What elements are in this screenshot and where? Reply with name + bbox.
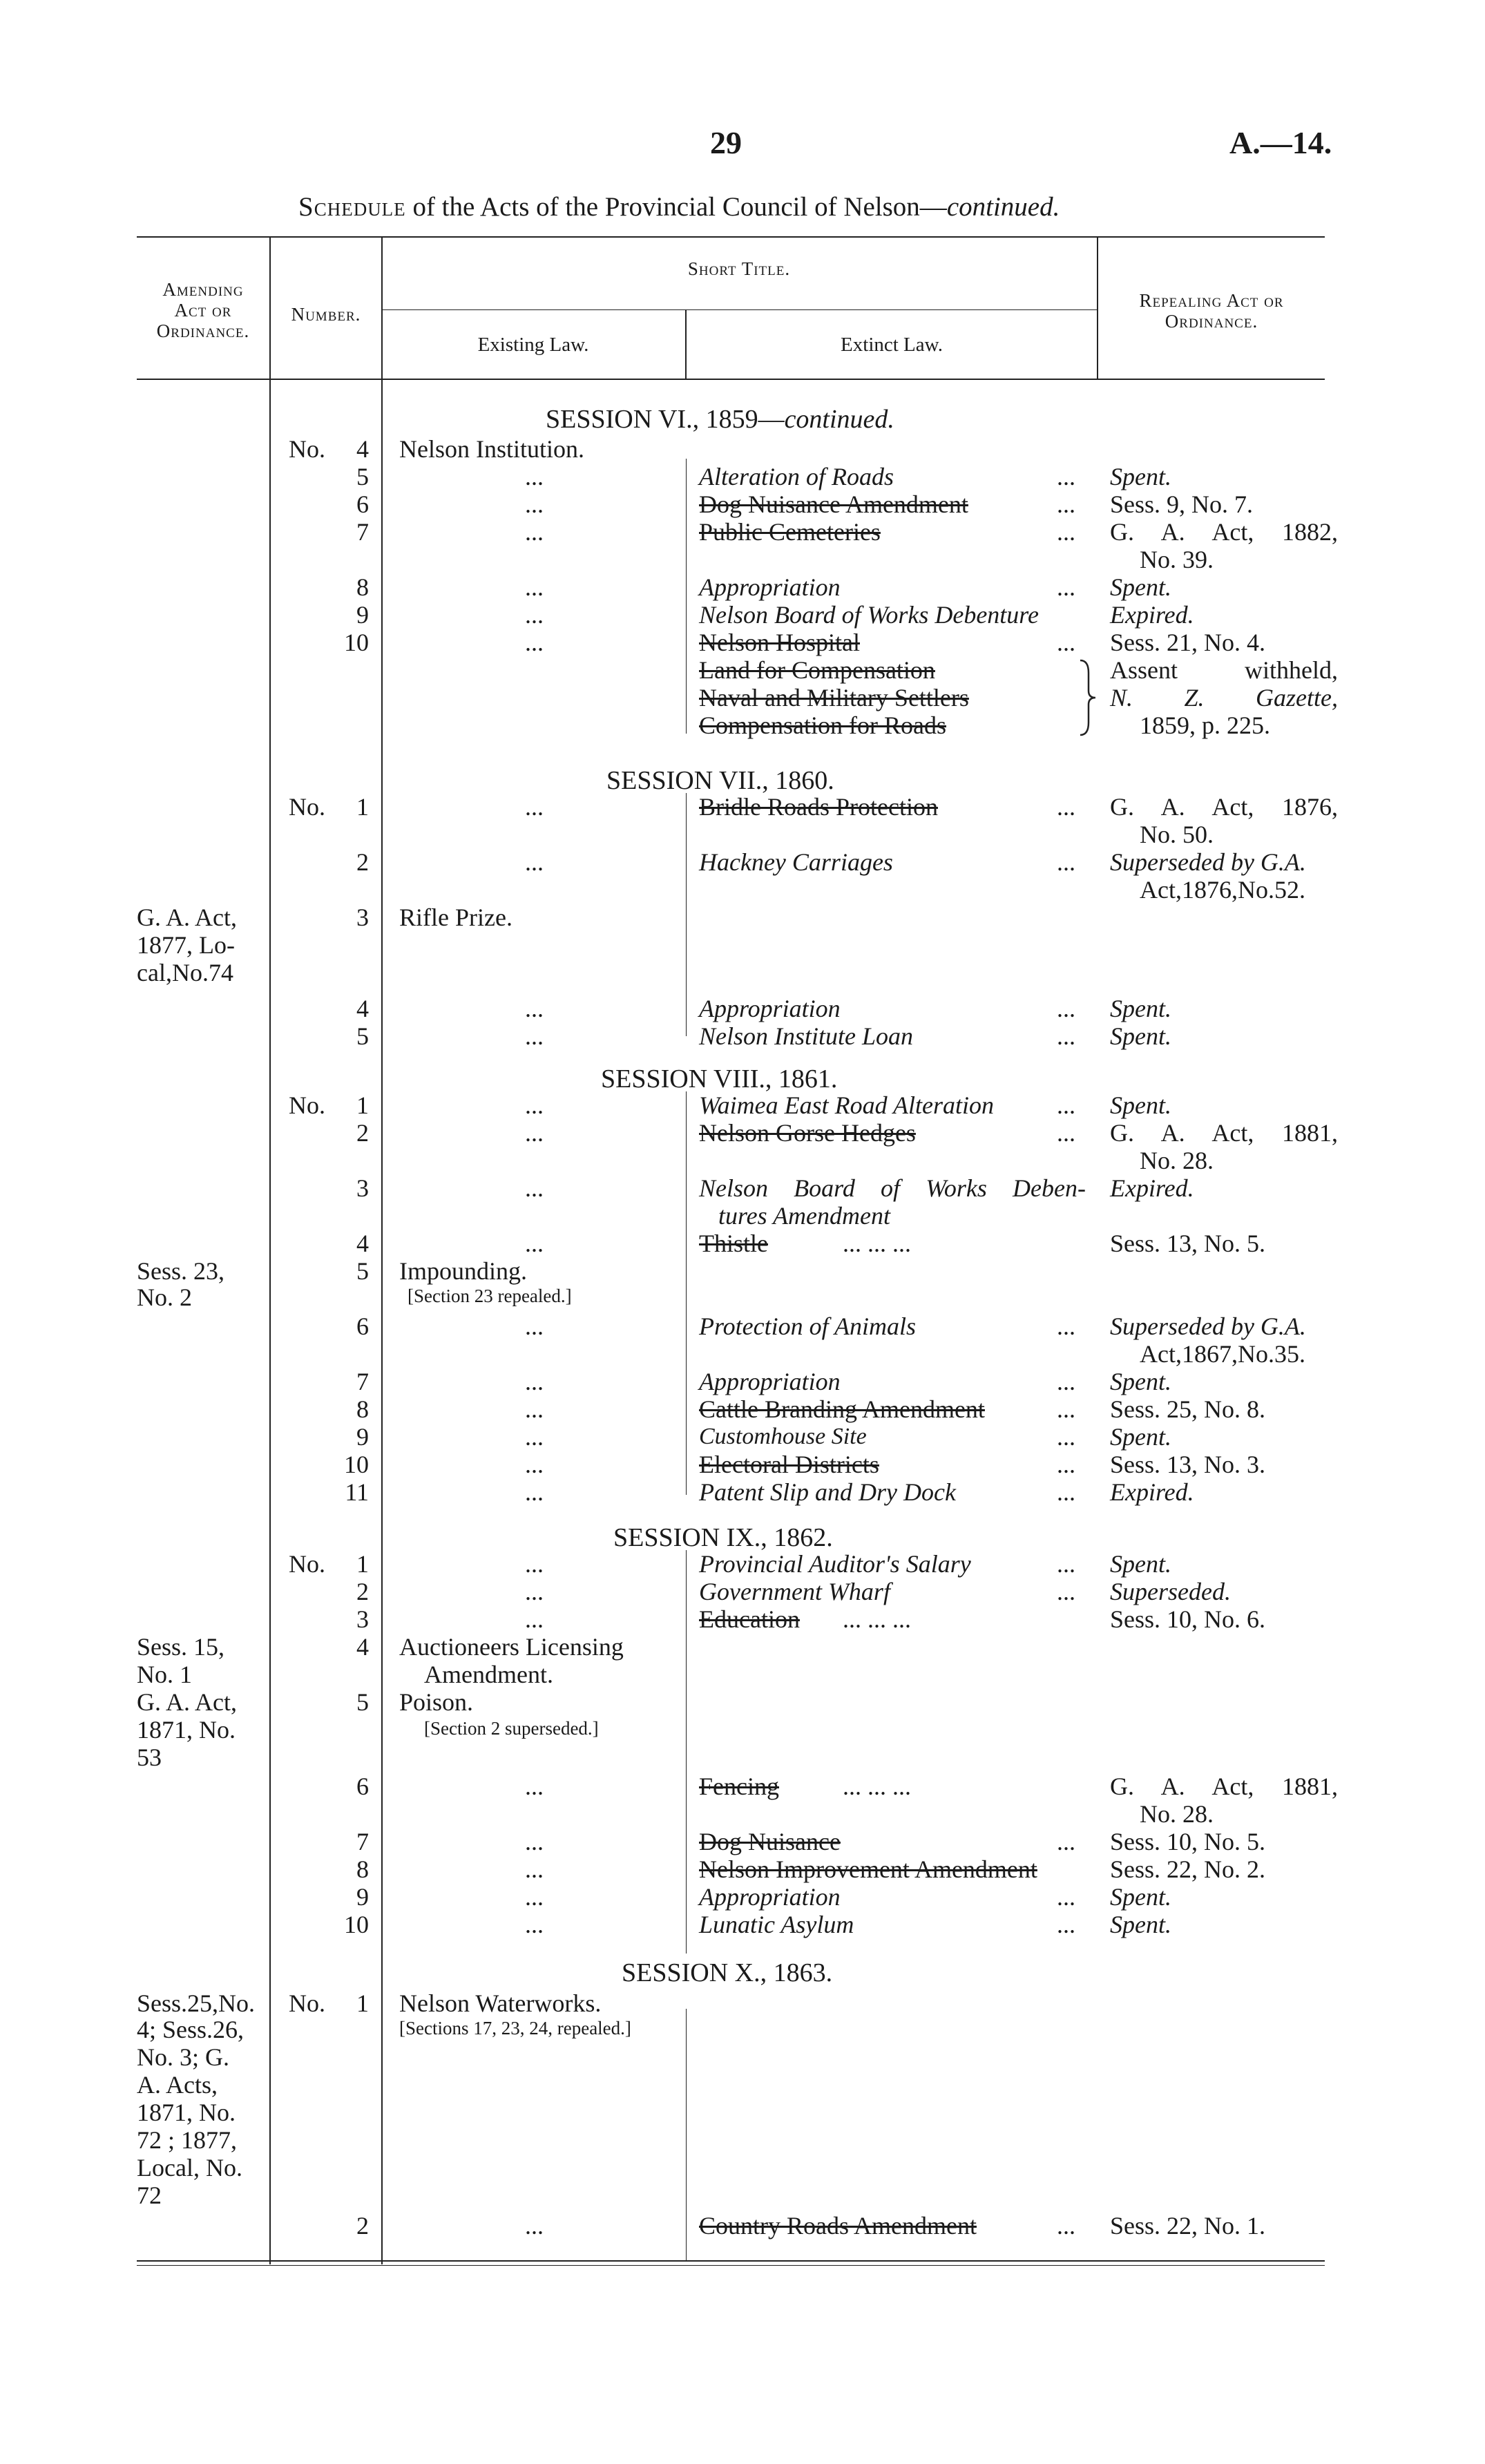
table-row — [0, 1257, 1485, 1285]
table-row-continuation — [0, 1202, 1485, 1230]
table-row — [0, 629, 1485, 656]
act-number: 6 — [356, 1773, 369, 1800]
amending-act: Sess. 23, — [137, 1257, 225, 1285]
act-number: 6 — [356, 1312, 369, 1340]
table-row — [0, 1773, 1485, 1800]
leader-dots: ... — [1057, 1883, 1075, 1911]
header-number: Number. — [291, 304, 361, 325]
extinct-law: Customhouse Site — [699, 1424, 867, 1449]
table-row — [0, 1688, 1485, 1716]
extinct-law: Bridle Roads Protection — [699, 793, 938, 821]
table-row-continuation — [0, 1147, 1485, 1174]
act-number: 5 — [356, 1257, 369, 1285]
repealing-act-continued: No. 39. — [1140, 546, 1214, 573]
repealing-act: Sess. 10, No. 6. — [1110, 1605, 1266, 1633]
leader-dots: ... — [1057, 463, 1075, 490]
table-row — [0, 1174, 1485, 1202]
leader-dots: ... — [1057, 1550, 1075, 1578]
extinct-law: Electoral Districts — [699, 1451, 879, 1478]
act-number: 9 — [356, 1423, 369, 1451]
existing-law: Rifle Prize. — [399, 904, 512, 931]
repealing-act-continued: N. Z. Gazette, — [1110, 684, 1338, 711]
extinct-law: Government Wharf — [699, 1578, 890, 1605]
repealing-act: Expired. — [1110, 601, 1194, 629]
existing-law-continued: Amendment. — [424, 1661, 553, 1688]
leader-dots: ... — [525, 1478, 544, 1506]
act-number: 8 — [356, 573, 369, 601]
act-number: 9 — [356, 601, 369, 629]
table-row — [0, 1091, 1485, 1119]
session-heading: SESSION VIII., 1861. — [601, 1064, 838, 1093]
repealing-act: G. A. Act, 1876, — [1110, 793, 1338, 821]
act-number: 3 — [356, 904, 369, 931]
act-number: 4 — [356, 1633, 369, 1661]
title-prefix: Schedule — [298, 192, 406, 222]
leader-dots: ... — [525, 490, 544, 518]
act-number: 8 — [356, 1855, 369, 1883]
act-number: 4 — [356, 995, 369, 1022]
leader-dots: ... ... ... — [843, 1230, 911, 1257]
extinct-law: Dog Nuisance Amendment — [699, 490, 968, 518]
extinct-law: Land for Compensation — [699, 656, 935, 684]
leader-dots: ... — [525, 1605, 544, 1633]
amending-act-continued: 1871, No. — [137, 1716, 236, 1744]
table-row-continuation — [0, 1340, 1485, 1368]
leader-dots: ... — [1057, 490, 1075, 518]
leader-dots: ... — [525, 1312, 544, 1340]
repealing-act: Expired. — [1110, 1174, 1194, 1202]
act-number: 10 — [344, 1911, 369, 1938]
leader-dots: ... — [1057, 1451, 1075, 1478]
repealing-act: Sess. 13, No. 3. — [1110, 1451, 1266, 1478]
repealing-act: Assent withheld, — [1110, 656, 1338, 684]
table-row-continuation — [0, 2016, 1485, 2043]
extinct-law: Naval and Military Settlers — [699, 684, 969, 711]
repealing-act: Sess. 25, No. 8. — [1110, 1395, 1266, 1423]
leader-dots: ... — [525, 1828, 544, 1855]
table-row-continuation — [0, 2043, 1485, 2071]
act-number: 3 — [356, 1605, 369, 1633]
act-number: 1 — [356, 1989, 369, 2017]
repealing-act: G. A. Act, 1881, — [1110, 1773, 1338, 1800]
section-note: [Section 23 repealed.] — [408, 1286, 572, 1306]
header-repealing-line: Ordinance. — [1165, 311, 1258, 332]
amending-act-continued: 4; Sess.26, — [137, 2016, 245, 2043]
repealing-act: Superseded by G.A. — [1110, 848, 1306, 876]
leader-dots: ... — [525, 1855, 544, 1883]
table-row — [0, 435, 1485, 463]
extinct-law: Patent Slip and Dry Dock — [699, 1478, 956, 1506]
extinct-law: Cattle Branding Amendment — [699, 1395, 985, 1423]
amending-act-continued: No. 1 — [137, 1661, 192, 1688]
table-row-continuation — [0, 1800, 1485, 1828]
act-number: 5 — [356, 1688, 369, 1716]
extinct-law: Nelson Board of Works Debenture — [699, 601, 1039, 629]
extinct-law: Lunatic Asylum — [699, 1911, 854, 1938]
leader-dots: ... — [1057, 1828, 1075, 1855]
leader-dots: ... — [525, 848, 544, 876]
leader-dots: ... — [525, 1395, 544, 1423]
repealing-act: Spent. — [1110, 1911, 1171, 1938]
extinct-law: Country Roads Amendment — [699, 2212, 977, 2239]
title-main: of the Acts of the Provincial Council of Nelson— — [405, 192, 947, 222]
table-row-continuation — [0, 2071, 1485, 2099]
table-row-continuation — [0, 1283, 1485, 1311]
extinct-law: Waimea East Road Alteration — [699, 1091, 994, 1119]
leader-dots: ... — [525, 573, 544, 601]
leader-dots: ... — [525, 793, 544, 821]
amending-act-continued: Local, No. — [137, 2154, 242, 2181]
table-row — [0, 2212, 1485, 2239]
leader-dots: ... — [525, 1451, 544, 1478]
leader-dots: ... — [525, 518, 544, 546]
leader-dots: ... — [525, 629, 544, 656]
table-row — [0, 463, 1485, 490]
table-row-continuation — [0, 876, 1485, 904]
table-row — [0, 1605, 1485, 1633]
extinct-law: Nelson Hospital — [699, 629, 860, 656]
amending-act-continued: 72 ; 1877, — [137, 2126, 238, 2154]
session-heading: SESSION X., 1863. — [622, 1958, 833, 1987]
table-row — [0, 1633, 1485, 1661]
repealing-act: Spent. — [1110, 1091, 1171, 1119]
leader-dots: ... — [1057, 995, 1075, 1022]
leader-dots: ... ... ... — [843, 1773, 911, 1800]
table-bottom-rule — [137, 2260, 1325, 2262]
act-number: 4 — [356, 435, 369, 463]
repealing-act: Expired. — [1110, 1478, 1194, 1506]
extinct-law: Appropriation — [699, 1883, 841, 1911]
leader-dots: ... — [1057, 1091, 1075, 1119]
amending-act-continued: A. Acts, — [137, 2071, 218, 2099]
act-number: 3 — [356, 1174, 369, 1202]
repealing-act: G. A. Act, 1882, — [1110, 518, 1338, 546]
title-suffix: continued. — [946, 192, 1060, 222]
no-label: No. — [289, 1550, 325, 1578]
table-row — [0, 1478, 1485, 1506]
extinct-law: Thistle — [699, 1230, 768, 1257]
leader-dots: ... — [525, 1773, 544, 1800]
act-number: 10 — [344, 629, 369, 656]
repealing-act-continued: No. 50. — [1140, 821, 1214, 848]
leader-dots: ... — [1057, 1478, 1075, 1506]
table-row — [0, 1578, 1485, 1605]
leader-dots: ... — [1057, 629, 1075, 656]
no-label: No. — [289, 435, 325, 463]
leader-dots: ... — [1057, 1119, 1075, 1147]
act-number: 5 — [356, 1022, 369, 1050]
repealing-act: Sess. 10, No. 5. — [1110, 1828, 1266, 1855]
table-row-continuation — [0, 1716, 1485, 1744]
document-reference: A.—14. — [1229, 125, 1332, 160]
table-row-continuation — [0, 821, 1485, 848]
leader-dots: ... — [525, 463, 544, 490]
table-row — [0, 1989, 1485, 2017]
extinct-law: Nelson Board of Works Deben- — [699, 1174, 1086, 1202]
table-row-continuation — [0, 2126, 1485, 2154]
repealing-act: Spent. — [1110, 1368, 1171, 1395]
amending-act: G. A. Act, — [137, 904, 238, 931]
amending-act: G. A. Act, — [137, 1688, 238, 1716]
leader-dots: ... — [1057, 1022, 1075, 1050]
repealing-act: Spent. — [1110, 1883, 1171, 1911]
table-row — [0, 1022, 1485, 1050]
act-number: 2 — [356, 1578, 369, 1605]
header-existing-law: Existing Law. — [477, 334, 589, 356]
repealing-act-continued: Act,1876,No.52. — [1140, 876, 1305, 904]
repealing-act-continued: No. 28. — [1140, 1147, 1214, 1174]
act-number: 2 — [356, 848, 369, 876]
leader-dots: ... — [525, 995, 544, 1022]
leader-dots: ... — [525, 1578, 544, 1605]
repealing-act: Spent. — [1110, 463, 1171, 490]
amending-act-continued: 72 — [137, 2181, 162, 2209]
amending-act-continued: 53 — [137, 1744, 162, 1771]
extinct-law: Compensation for Roads — [699, 711, 946, 739]
leader-dots: ... — [1057, 1423, 1075, 1451]
header-repealing-line: Repealing Act or — [1139, 290, 1284, 311]
header-short-title: Short Title. — [687, 258, 791, 279]
table-row — [0, 1230, 1485, 1257]
leader-dots: ... — [525, 1883, 544, 1911]
leader-dots: ... — [1057, 848, 1075, 876]
act-number: 2 — [356, 2212, 369, 2239]
existing-law: Nelson Waterworks. — [399, 1989, 602, 2017]
leader-dots: ... — [525, 1119, 544, 1147]
session-continued: continued. — [784, 405, 894, 434]
extinct-law: Appropriation — [699, 573, 841, 601]
header-extinct-law: Extinct Law. — [841, 334, 943, 356]
extinct-law: Provincial Auditor's Salary — [699, 1550, 971, 1578]
leader-dots: ... — [1057, 1312, 1075, 1340]
table-row — [0, 1828, 1485, 1855]
leader-dots: ... — [525, 1230, 544, 1257]
extinct-law: Alteration of Roads — [699, 463, 894, 490]
repealing-act: Sess. 13, No. 5. — [1110, 1230, 1266, 1257]
table-bottom-rule-2 — [137, 2265, 1325, 2266]
table-row — [0, 1423, 1485, 1451]
extinct-law: Nelson Improvement Amendment — [699, 1855, 1037, 1883]
leader-dots: ... — [525, 1368, 544, 1395]
table-row — [0, 904, 1485, 931]
existing-law: Auctioneers Licensing — [399, 1633, 624, 1661]
repealing-act: Spent. — [1110, 995, 1171, 1022]
table-row — [0, 1312, 1485, 1340]
right-brace-icon — [1077, 658, 1098, 738]
extinct-law: Nelson Institute Loan — [699, 1022, 914, 1050]
amending-act-continued: 1877, Lo- — [137, 931, 235, 959]
repealing-act: Sess. 9, No. 7. — [1110, 490, 1254, 518]
leader-dots: ... — [1057, 518, 1075, 546]
leader-dots: ... — [525, 1550, 544, 1578]
repealing-act: Sess. 22, No. 1. — [1110, 2212, 1266, 2239]
section-note: [Sections 17, 23, 24, repealed.] — [399, 2018, 631, 2038]
repealing-act: Spent. — [1110, 1022, 1171, 1050]
act-number: 1 — [356, 1091, 369, 1119]
table-row-continuation — [0, 2181, 1485, 2209]
table-row — [0, 1451, 1485, 1478]
header-amending-line: Ordinance. — [156, 321, 250, 341]
amending-act-continued: No. 2 — [137, 1283, 192, 1311]
extinct-law-continued: tures Amendment — [718, 1202, 890, 1230]
leader-dots: ... — [525, 1174, 544, 1202]
repealing-act: G. A. Act, 1881, — [1110, 1119, 1338, 1147]
extinct-law: Nelson Gorse Hedges — [699, 1119, 916, 1147]
extinct-law: Appropriation — [699, 1368, 841, 1395]
leader-dots: ... — [1057, 1368, 1075, 1395]
header-amending-line: Amending — [162, 279, 244, 300]
no-label: No. — [289, 793, 325, 821]
table-row — [0, 711, 1485, 739]
session-heading: SESSION VII., 1860. — [606, 766, 834, 795]
header-bottom-rule — [137, 379, 1325, 380]
table-row — [0, 1911, 1485, 1938]
session-heading — [546, 404, 894, 434]
leader-dots: ... — [1057, 1911, 1075, 1938]
session-heading: SESSION IX., 1862. — [613, 1523, 833, 1552]
table-row — [0, 573, 1485, 601]
extinct-law: Appropriation — [699, 995, 841, 1022]
table-row-continuation — [0, 546, 1485, 573]
existing-law: Impounding. — [399, 1257, 527, 1285]
act-number: 11 — [345, 1478, 369, 1506]
repealing-act-continued: Act,1867,No.35. — [1140, 1340, 1305, 1368]
existing-law: Poison. — [399, 1688, 474, 1716]
act-number: 2 — [356, 1119, 369, 1147]
table-top-rule — [137, 236, 1325, 238]
leader-dots: ... — [525, 1022, 544, 1050]
table-row — [0, 1119, 1485, 1147]
header-amending-line: Act or — [174, 300, 232, 321]
act-number: 5 — [356, 463, 369, 490]
table-row — [0, 1550, 1485, 1578]
table-row — [0, 1855, 1485, 1883]
leader-dots: ... — [1057, 793, 1075, 821]
no-label: No. — [289, 1091, 325, 1119]
short-title-subrule — [381, 309, 1097, 310]
header-amending — [137, 279, 269, 341]
table-row-continuation — [0, 2154, 1485, 2181]
extinct-law: Education — [699, 1605, 800, 1633]
table-row — [0, 793, 1485, 821]
table-row — [0, 995, 1485, 1022]
act-number: 8 — [356, 1395, 369, 1423]
table-row — [0, 601, 1485, 629]
act-number: 9 — [356, 1883, 369, 1911]
repealing-act-continued: No. 28. — [1140, 1800, 1214, 1828]
amending-act-continued: No. 3; G. — [137, 2043, 229, 2071]
table-row — [0, 518, 1485, 546]
repealing-act: Sess. 22, No. 2. — [1110, 1855, 1266, 1883]
amending-act-continued: cal,No.74 — [137, 959, 233, 986]
table-row — [0, 1883, 1485, 1911]
leader-dots: ... — [1057, 1395, 1075, 1423]
session-label: SESSION VI., 1859— — [546, 405, 785, 434]
section-note: [Section 2 superseded.] — [424, 1718, 599, 1739]
leader-dots: ... — [1057, 2212, 1075, 2239]
table-row-continuation — [0, 2099, 1485, 2126]
no-label: No. — [289, 1989, 325, 2017]
act-number: 4 — [356, 1230, 369, 1257]
table-row — [0, 490, 1485, 518]
table-row — [0, 684, 1485, 711]
amending-act: Sess.25,No. — [137, 1989, 256, 2017]
act-number: 7 — [356, 518, 369, 546]
act-number: 7 — [356, 1368, 369, 1395]
leader-dots: ... — [525, 1911, 544, 1938]
repealing-act: Superseded. — [1110, 1578, 1231, 1605]
repealing-act: Superseded by G.A. — [1110, 1312, 1306, 1340]
leader-dots: ... — [525, 1091, 544, 1119]
table-row — [0, 1395, 1485, 1423]
act-number: 1 — [356, 1550, 369, 1578]
leader-dots: ... — [1057, 1578, 1075, 1605]
header-repealing — [1098, 290, 1325, 332]
repealing-act: Spent. — [1110, 1550, 1171, 1578]
table-row-continuation — [0, 931, 1485, 959]
leader-dots: ... — [525, 1423, 544, 1451]
extinct-law: Protection of Animals — [699, 1312, 916, 1340]
page-title — [298, 191, 1060, 222]
amending-act-continued: 1871, No. — [137, 2099, 236, 2126]
extinct-law: Fencing — [699, 1773, 779, 1800]
existing-law: Nelson Institution. — [399, 435, 584, 463]
act-number: 7 — [356, 1828, 369, 1855]
page-number: 29 — [710, 125, 742, 160]
leader-dots: ... — [1057, 573, 1075, 601]
table-row — [0, 1368, 1485, 1395]
table-row-continuation — [0, 1661, 1485, 1688]
act-number: 6 — [356, 490, 369, 518]
table-row — [0, 848, 1485, 876]
act-number: 10 — [344, 1451, 369, 1478]
repealing-act: Spent. — [1110, 573, 1171, 601]
repealing-act: Spent. — [1110, 1423, 1171, 1451]
table-row-continuation — [0, 959, 1485, 986]
extinct-law: Dog Nuisance — [699, 1828, 841, 1855]
leader-dots: ... ... ... — [843, 1605, 911, 1633]
repealing-act: Sess. 21, No. 4. — [1110, 629, 1266, 656]
amending-act: Sess. 15, — [137, 1633, 225, 1661]
repealing-act-continued: 1859, p. 225. — [1140, 711, 1270, 739]
table-row — [0, 656, 1485, 684]
table-row-continuation — [0, 1744, 1485, 1771]
extinct-law: Hackney Carriages — [699, 848, 893, 876]
act-number: 1 — [356, 793, 369, 821]
extinct-law: Public Cemeteries — [699, 518, 881, 546]
leader-dots: ... — [525, 601, 544, 629]
leader-dots: ... — [525, 2212, 544, 2239]
